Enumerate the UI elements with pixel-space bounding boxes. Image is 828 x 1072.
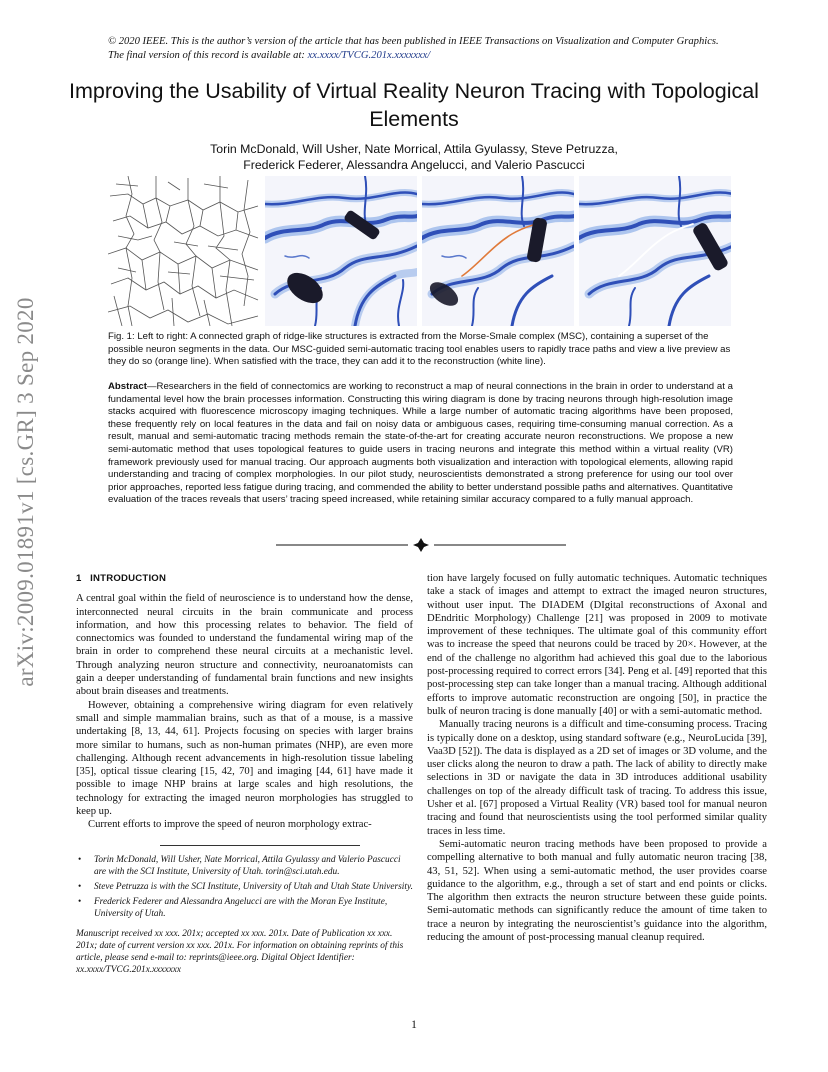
footnotes: [76, 845, 413, 976]
intro-paragraph-3: Current efforts to improve the speed of neuron morphology extrac-: [88, 819, 372, 831]
copyright-notice: [108, 35, 733, 63]
section-number: 1: [76, 573, 82, 584]
paper-title: Improving the Usability of Virtual Reality Neuron Tracing with Topological Elements: [69, 79, 759, 131]
footnote-item: • Steve Petruzza is with the SCI Institute, University of Utah and Utah State University.: [78, 882, 413, 892]
divider-diamond-icon: [413, 538, 429, 552]
figure-panel-live-preview: [422, 176, 574, 326]
stained-data-image-2: [422, 176, 574, 326]
section-title: INTRODUCTION: [90, 573, 167, 584]
manuscript-info: Manuscript received xx xxx. 201x; accepted xx xxx. 201x. Date of Publication xx xxx. 201x; date of current version xx xxx. 201x. For information on obtaining reprints of this article, please send e-mail to: reprints@ieee.org. Digital Object Identifier: xx.xxxx/TVCG.201x.xxxxxxx: [76, 929, 404, 975]
abstract-label: Abstract: [108, 381, 147, 392]
arxiv-identifier: arXiv:2009.01891v1 [cs.GR] 3 Sep 2020: [13, 297, 38, 687]
intro-paragraph-6: Semi-automatic neuron tracing methods have been proposed to provide a compelling alternative to both manual and fully automatic neuron tracing [38, 43, 51, 52]. When using a semi-automatic method, the user provides coarse guidance to the algorithm, e.g., through a set of start and end points or clicks. The algorithm then extracts the neuron structure between these guide points. Semi-automatic methods can significantly reduce the amount of time taken to trace a neuron by integrating the neuroscientist’s guidance into the algorithm, reducing the amount of post-processing manual cleanup required.: [427, 838, 767, 944]
section-divider: [276, 538, 566, 552]
author-list: [100, 141, 728, 173]
stained-data-image-1: [265, 176, 417, 326]
authors-line-1: Torin McDonald, Will Usher, Nate Morrical, Attila Gyulassy, Steve Petruzza,: [210, 142, 618, 156]
section-heading: [76, 572, 413, 585]
page-number: 1: [411, 1019, 417, 1031]
left-column: [76, 572, 413, 832]
figure-1: [108, 176, 733, 326]
authors-line-2: Frederick Federer, Alessandra Angelucci, and Valerio Pascucci: [243, 158, 585, 172]
intro-paragraph-2: However, obtaining a comprehensive wiring diagram for even relatively small and simple mammalian brains, such as that of a mouse, is a massive undertaking [8, 13, 44, 61]. Projects focusing on species with larger brains more similar to humans, such as non-human primates (NHP), are even more challenging. Although recent advancements in high-resolution tissue labeling [35], optical tissue clearing [15, 42, 70] and imaging [44, 61] have made it possible to image NHP brains at large scales and high resolutions, the technology for extracting the imaged neuron morphologies has struggled to keep up.: [76, 699, 413, 818]
arxiv-stamp: [6, 292, 46, 692]
intro-paragraph-4: tion have largely focused on fully automatic techniques. Automatic techniques take a stack of images and attempt to extract the imaged neuron structures, without user input. The DIADEM (DIgital reconstructions of Axonal and DEndritic Morphology) Challenge [21] was proposed in 2009 to motivate improvement of these techniques. The ultimate goal of this community effort was to increase the speed that neurons could be traced by 20×. However, at the end of the challenge no algorithm had achieved this goal due to the laborious post-processing required to correct errors [34]. Peng et al. [49] reported that this post-processing step can take longer than a manual tracing. Although additional efforts to improve automatic reconstruction are ongoing [50], in practice the bulk of neuron tracing is done manually [40] or with a semi-automatic method.: [427, 573, 767, 717]
figure-panel-msc-graph: [108, 176, 260, 326]
stained-data-image-3: [579, 176, 731, 326]
figure-panel-reconstruction: [579, 176, 731, 326]
copyright-text: © 2020 IEEE. This is the author’s version of the article that has been published in IEEE Transactions on Visualization and Computer Graphics. The final version of this record is available at:: [108, 36, 719, 61]
doi-link[interactable]: xx.xxxx/TVCG.201x.xxxxxxx/: [307, 50, 431, 61]
abstract-text: —Researchers in the field of connectomics are working to reconstruct a map of neural connections in the brain in order to understand at a fundamental level how the brain processes information. Constructing this wiring diagram is done by tracing neurons through high-resolution image stacks acquired with fluorescence microscopy imaging techniques. While a large number of automatic tracing algorithms have been proposed, these frequently rely on local features in the data and fail on noisy data or ambiguous cases, requiring time-consuming manual correction. As a result, manual and semi-automatic tracing methods remain the state-of-the-art for creating accurate neuron reconstructions. We propose a new semi-automatic method that uses topological features to guide users in tracing neurons and integrate this method within a virtual reality (VR) framework previously used for manual tracing. Our approach augments both visualization and interaction with topological elements, allowing rapid understanding and tracing of complex morphologies. In our pilot study, neuroscientists demonstrated a strong preference for using our tool over prior approaches, reported less fatigue during tracing, and commended the ability to better understand possible paths and alternatives. Quantitative evaluation of the traces reveals that users’ tracing speed increased, while retaining similar accuracy compared to a fully manual approach.: [108, 381, 733, 506]
footnote-item: • Torin McDonald, Will Usher, Nate Morrical, Attila Gyulassy and Valerio Pascucci are with the SCI Institute, University of Utah. torin@sci.utah.edu.: [78, 855, 401, 877]
footnote-rule: [160, 845, 360, 846]
msc-graph-image: [108, 176, 260, 326]
figure-panel-tool-start: [265, 176, 417, 326]
intro-paragraph-5: Manually tracing neurons is a difficult and time-consuming process. Tracing is typically done on a desktop, using standard software (e.g., NeuroLucida [39], Vaa3D [52]). The data is displayed as a 2D set of images or 3D volume, and the user clicks along the neuron to draw a path. The lack of ability to directly make selections in 3D or navigate the data in 3D introduces additional usability challenges on top of the already difficult task of tracing. To address this issue, Usher et al. [67] proposed a Virtual Reality (VR) based tool for manual neuron tracing and found that neuroscientists using the tool performed similar quality traces in less time.: [427, 719, 767, 837]
figure-caption: Fig. 1: Left to right: A connected graph of ridge-like structures is extracted from the Morse-Smale complex (MSC), containing a superset of the possible neuron segments in the data. Our MSC-guided semi-automatic tracing tool enables users to rapidly trace paths and view a live preview as they do so (orange line). When satisfied with the trace, they can add it to the reconstruction (white line).: [108, 331, 731, 368]
footnote-item: • Frederick Federer and Alessandra Angelucci are with the Moran Eye Institute, University of Utah.: [78, 897, 388, 919]
abstract: [108, 381, 733, 507]
intro-paragraph-1: A central goal within the field of neuroscience is to understand how the dense, interconnected neural circuits in the brain communicate and process information, and how this processing relates to behavior. The field of connectomics was founded to understand the fundamental wiring map of the brain in order to comprehend these neural circuits at a mechanistic level. Through analyzing neuron structure and connectivity, neuroanatomists can gain a deeper understanding of fundamental brain functions and new insights about brain diseases and treatments.: [76, 593, 413, 698]
right-column: [427, 572, 767, 944]
